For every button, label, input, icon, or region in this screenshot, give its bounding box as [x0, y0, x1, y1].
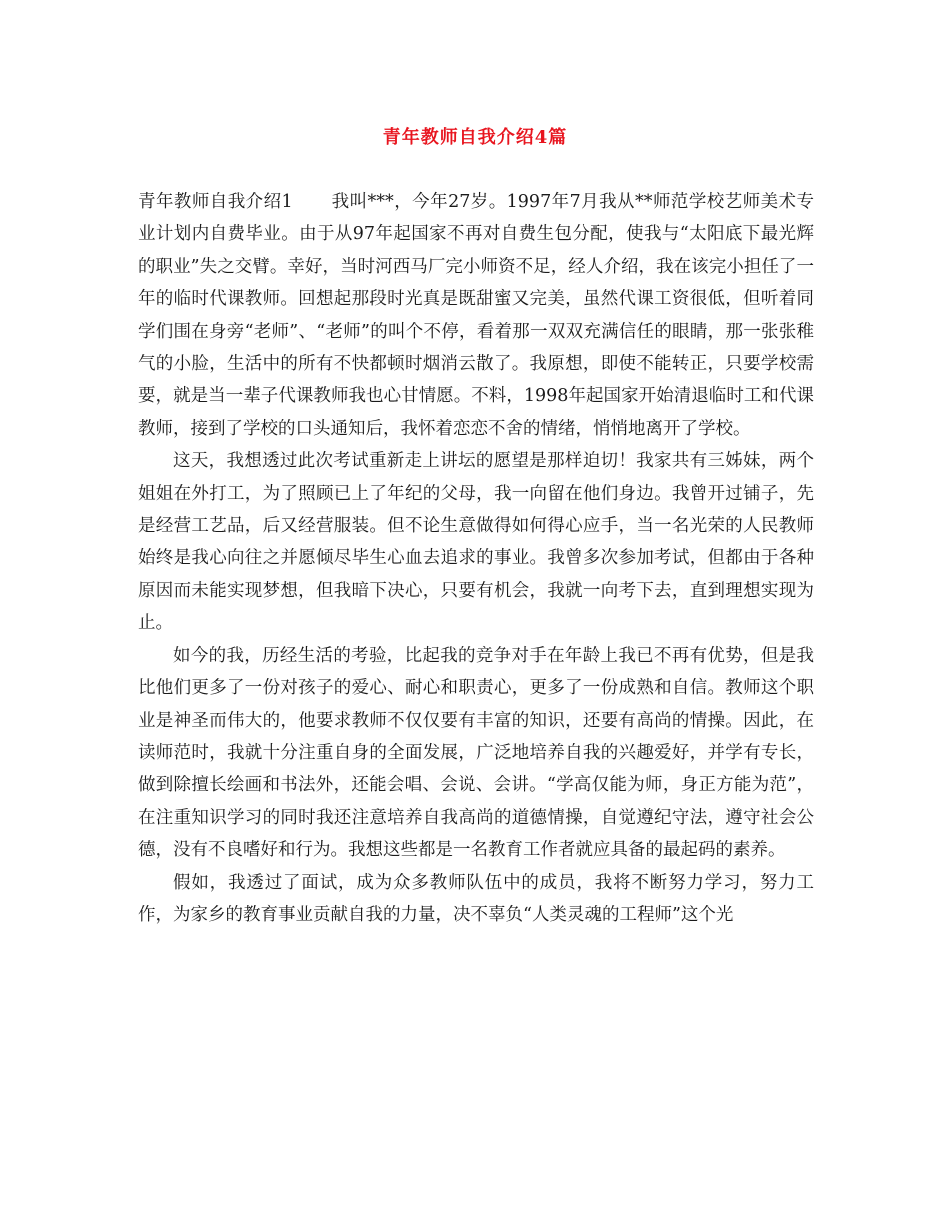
document-title: 青年教师自我介绍4篇 [382, 127, 568, 148]
section-label: 青年教师自我介绍1 [138, 192, 293, 212]
document-body [138, 186, 814, 931]
paragraph-1 [138, 186, 814, 445]
paragraph-4: 假如，我透过了面试，成为众多教师队伍中的成员，我将不断努力学习，努力工作，为家乡的教育事业贡献自我的力量，决不辜负“人类灵魂的工程师”这个光 [138, 872, 814, 925]
paragraph-2: 这天，我想透过此次考试重新走上讲坛的愿望是那样迫切！我家共有三姊妹，两个姐姐在外打工，为了照顾已上了年纪的父母，我一向留在他们身边。我曾开过铺子，先是经营工艺品，后又经营服装。但不论生意做得如何得心应手，当一名光荣的人民教师始终是我心向往之并愿倾尽毕生心血去追求的事业。我曾多次参加考试，但都由于各种原因而未能实现梦想，但我暗下决心，只要有机会，我就一向考下去，直到理想实现为止。 [138, 451, 814, 634]
paragraph-3: 如今的我，历经生活的考验，比起我的竞争对手在年龄上我已不再有优势，但是我比他们更多了一份对孩子的爱心、耐心和职责心，更多了一份成熟和自信。教师这个职业是神圣而伟大的，他要求教师不仅仅要有丰富的知识，还要有高尚的情操。因此，在读师范时，我就十分注重自身的全面发展，广泛地培养自我的兴趣爱好，并学有专长，做到除擅长绘画和书法外，还能会唱、会说、会讲。“学高仅能为师，身正方能为范”，在注重知识学习的同时我还注意培养自我高尚的道德情操，自觉遵纪守法，遵守社会公德，没有不良嗜好和行为。我想这些都是一名教育工作者就应具备的最起码的素养。 [138, 645, 814, 861]
paragraph-1-text: 我叫***，今年27岁。1997年7月我从**师范学校艺师美术专业计划内自费毕业。由于从97年起国家不再对自费生包分配，使我与“太阳底下最光辉的职业”失之交臂。幸好，当时河西马厂完小师资不足，经人介绍，我在该完小担任了一年的临时代课教师。回想起那段时光真是既甜蜜又完美，虽然代课工资很低，但听着同学们围在身旁“老师”、“老师”的叫个不停，看着那一双双充满信任的眼睛，那一张张稚气的小脸，生活中的所有不快都顿时烟消云散了。我原想，即使不能转正，只要学校需要，就是当一辈子代课教师我也心甘情愿。不料，1998年起国家开始清退临时工和代课教师，接到了学校的口头通知后，我怀着恋恋不舍的情绪，悄悄地离开了学校。 [138, 192, 815, 439]
